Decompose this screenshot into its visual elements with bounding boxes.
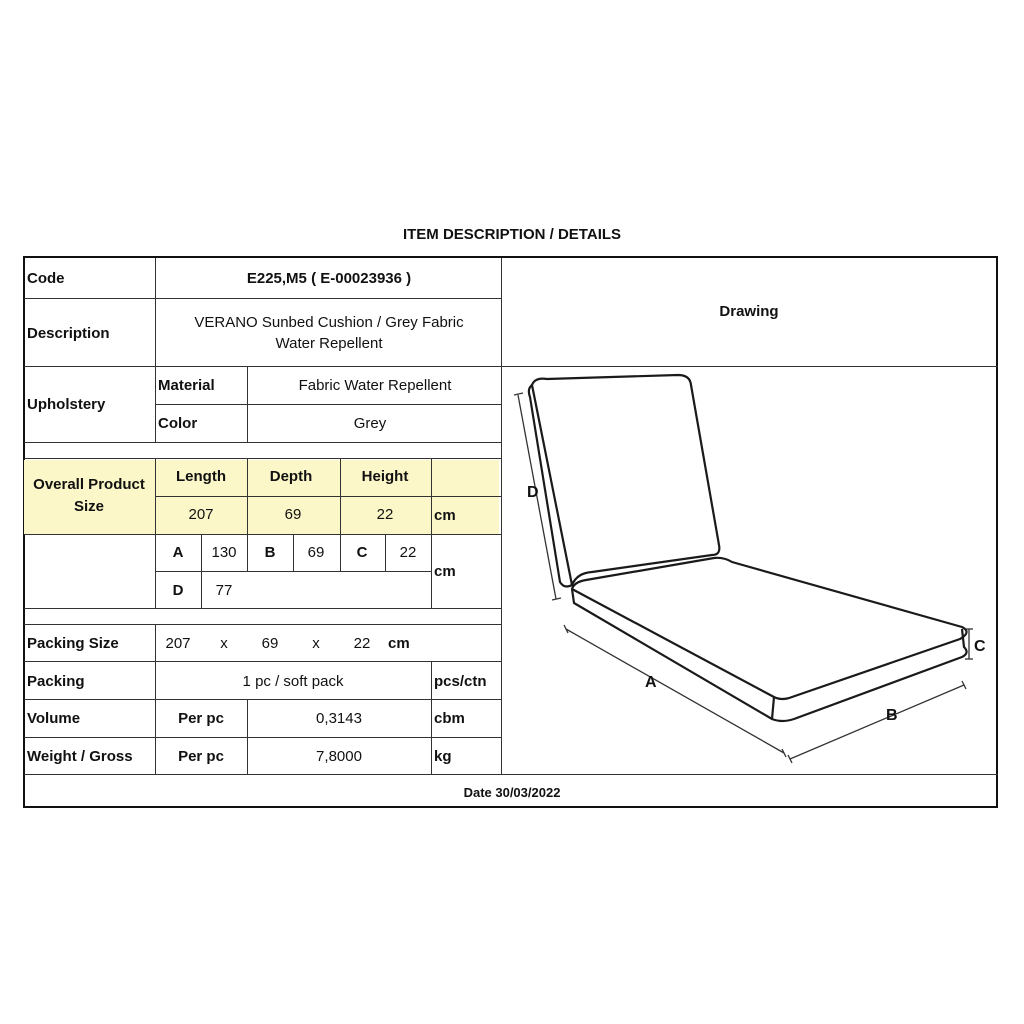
material-value: Fabric Water Repellent (298, 377, 452, 394)
part-c-value: 22 (399, 544, 417, 561)
dim-label-a: A (645, 674, 657, 691)
overall-size-highlight (24, 460, 499, 534)
part-b-label: B (264, 544, 276, 561)
overall-size-label-line1: Overall Product (33, 476, 145, 493)
part-a-label: A (172, 544, 184, 561)
row-divider (24, 608, 502, 609)
col-divider (247, 699, 248, 774)
row-divider (155, 496, 502, 497)
part-b-value: 69 (307, 544, 325, 561)
weight-per: Per pc (178, 748, 224, 765)
col-divider (431, 458, 432, 608)
volume-label: Volume (27, 710, 81, 727)
description-value-line2: Water Repellent (275, 335, 383, 352)
row-divider (24, 442, 502, 443)
seat-edge (772, 697, 774, 719)
description-value-line1: VERANO Sunbed Cushion / Grey Fabric (194, 314, 464, 331)
page-title: ITEM DESCRIPTION / DETAILS (402, 226, 622, 243)
cushion-drawing (502, 367, 998, 774)
row-divider (24, 298, 502, 299)
description-label: Description (27, 325, 110, 342)
volume-unit: cbm (434, 710, 465, 727)
length-value: 207 (188, 506, 214, 523)
dim-line-b (790, 685, 964, 759)
part-d-value: 77 (215, 582, 233, 599)
col-divider (201, 534, 202, 608)
code-label: Code (27, 270, 65, 287)
material-label: Material (158, 377, 215, 394)
packing-size-x2: x (312, 635, 320, 652)
col-divider (155, 458, 156, 608)
dim-label-b: B (886, 707, 898, 724)
color-value: Grey (353, 415, 387, 432)
packing-size-length: 207 (165, 635, 191, 652)
volume-value: 0,3143 (316, 710, 362, 727)
row-divider (155, 571, 431, 572)
col-divider (247, 458, 248, 571)
packing-size-label: Packing Size (27, 635, 119, 652)
row-divider (24, 774, 998, 775)
backrest-outline (532, 375, 719, 585)
part-d-label: D (172, 582, 184, 599)
packing-label: Packing (27, 673, 85, 690)
weight-value: 7,8000 (316, 748, 362, 765)
depth-header: Depth (269, 468, 313, 485)
col-divider (247, 366, 248, 442)
packing-unit: pcs/ctn (434, 673, 487, 690)
packing-size-unit: cm (388, 635, 410, 652)
dim-label-c: C (974, 638, 986, 655)
overall-size-unit: cm (434, 507, 456, 524)
col-divider (385, 534, 386, 571)
drawing-label: Drawing (719, 303, 779, 320)
part-c-label: C (356, 544, 368, 561)
packing-size-height: 22 (353, 635, 371, 652)
weight-unit: kg (434, 748, 452, 765)
upholstery-label: Upholstery (27, 396, 106, 413)
seat-front (572, 589, 967, 721)
parts-unit: cm (434, 563, 456, 580)
row-divider (155, 404, 502, 405)
col-divider (431, 661, 432, 774)
code-value: E225,M5 ( E-00023936 ) (246, 270, 412, 287)
packing-value: 1 pc / soft pack (242, 673, 344, 690)
date-text: Date 30/03/2022 (463, 785, 561, 800)
col-divider (155, 624, 156, 774)
row-divider (24, 624, 502, 625)
volume-per: Per pc (178, 710, 224, 727)
col-divider (340, 458, 341, 571)
packing-size-depth: 69 (261, 635, 279, 652)
dim-line-a (566, 629, 784, 753)
packing-size-x1: x (220, 635, 228, 652)
length-header: Length (176, 468, 226, 485)
color-label: Color (158, 415, 198, 432)
dim-label-d: D (527, 484, 539, 501)
col-divider (155, 258, 156, 442)
depth-value: 69 (284, 506, 302, 523)
part-a-value: 130 (211, 544, 237, 561)
height-header: Height (361, 468, 409, 485)
col-divider (293, 534, 294, 571)
weight-label: Weight / Gross (27, 748, 133, 765)
height-value: 22 (376, 506, 394, 523)
overall-size-label-line2: Size (73, 498, 105, 515)
